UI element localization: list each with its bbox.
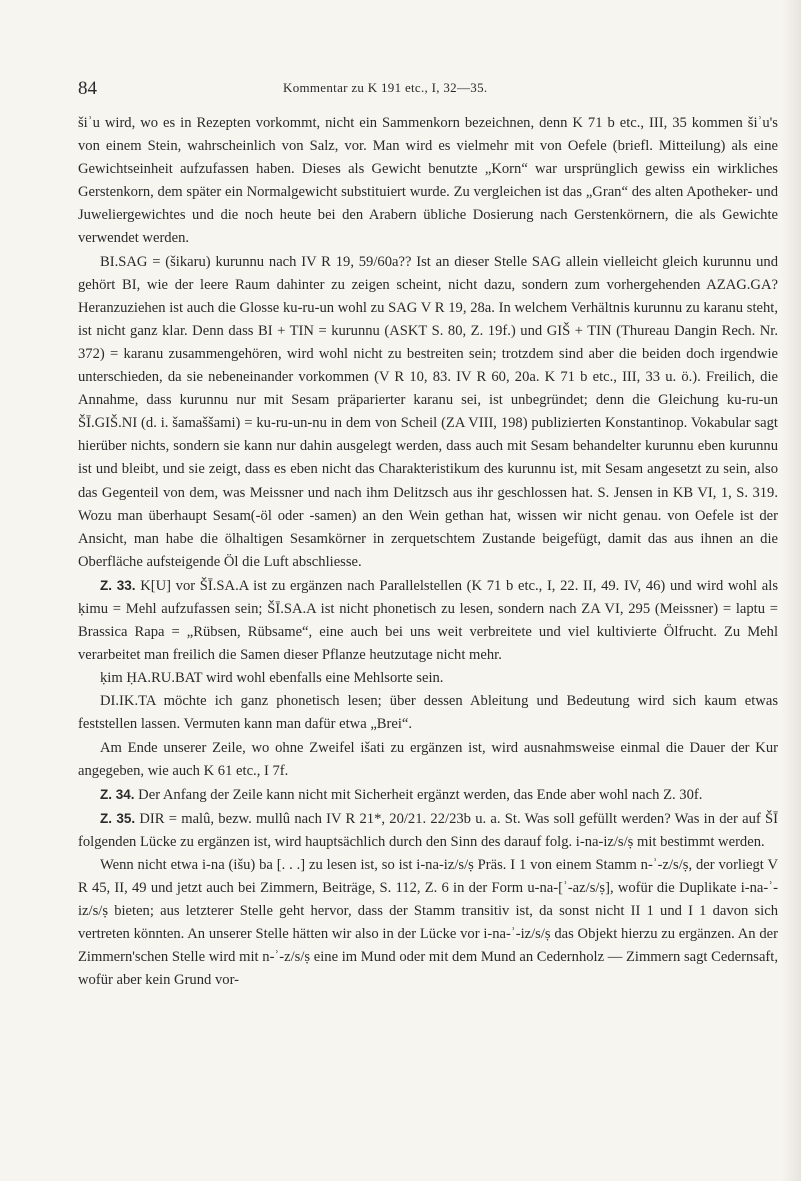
paragraph-kim: ḳim ḤA.RU.BAT wird wohl ebenfalls eine Mehlsorte sein.: [100, 670, 444, 687]
paragraph-isati: Am Ende unserer Zeile, wo ohne Zweifel išati zu ergänzen ist, wird ausnahmsweise einmal die Dauer der Kur angegeben, wie auch K 61 etc., I 7f.: [78, 739, 778, 779]
section-z34: [78, 783, 778, 807]
paragraph-ina: Wenn nicht etwa i-na (išu) ba [. . .] zu lesen ist, so ist i-na-iz/s/ṣ Präs. I 1 von einem Stamm n-ʾ-z/s/ṣ, der vorliegt V R 45, II, 49 und jetzt auch bei Zimmern, Beiträge, S. 112, Z. 6 in der Form u-na-[ʾ-az/s/ṣ], wofür die Duplikate i-na-ʾ-iz/s/ṣ bieten; aus letzterer Stelle geht hervor, dass der Stamm transitiv ist, da sonst nicht II 1 und I 1 davon sich vertreten könnten. An unserer Stelle hätten wir also in der Lücke vor i-na-ʾ-iz/s/ṣ das Objekt hierzu zu ergänzen. An der Zimmern'schen Stelle wird mit n-ʾ-z/s/ṣ eine im Mund oder mit dem Mund an Cedernholz — Zimmern sagt Cedernsaft, wofür aber kein Grund vor-: [78, 857, 778, 989]
section-text: Der Anfang der Zeile kann nicht mit Sicherheit ergänzt werden, das Ende aber wohl nach Z. 30f.: [138, 786, 703, 803]
section-z35: [78, 807, 778, 854]
section-text: DIR = malû, bezw. mullû nach IV R 21*, 20/21. 22/23b u. a. St. Was soll gefüllt werden? Was in der auf ŠĪ folgenden Lücke zu ergänzen ist, wird hauptsächlich durch den Sinn des darauf folg. i-na-iz/s/ṣ mit bestimmt werden.: [78, 810, 779, 850]
page-edge-shadow: [781, 0, 801, 1181]
running-title: Kommentar zu K 191 etc., I, 32—35.: [283, 80, 488, 95]
section-label: Z. 35.: [100, 810, 136, 826]
page-number: 84: [78, 78, 97, 99]
paragraph-dikta: DI.IK.TA möchte ich ganz phonetisch lesen; über dessen Ableitung und Bedeutung wird sich kaum etwas feststellen lassen. Vermuten kann man dafür etwa „Brei“.: [78, 693, 778, 733]
paragraph-bisag: BI.SAG = (šikaru) kurunnu nach IV R 19, 59/60a?? Ist an dieser Stelle SAG allein vielleicht gleich kurunnu und gehört BI, wie der leere Raum dahinter zu zeigen scheint, nicht dazu, sondern zum vorhergehenden AZAG.GA? Heranzuziehen ist auch die Glosse ku-ru-un wohl zu SAG V R 19, 28a. In welchem Verhältnis kurunnu zu karanu steht, ist nicht ganz klar. Denn dass BI + TIN = kurunnu (ASKT S. 80, Z. 19f.) und GIŠ + TIN (Thureau Dangin Rech. Nr. 372) = karanu zusammengehören, wird wohl nicht zu bestreiten sein; trotzdem sind aber die beiden doch irgendwie unterschieden, da sie nebeneinander vorkommen (V R 10, 83. IV R 60, 20a. K 71 b etc., III, 33 u. ö.). Freilich, die Annahme, dass kurunnu nur mit Sesam präparierter karanu sei, ist unbegründet; denn die Gleichung ku-ru-un ŠĪ.GIŠ.NI (d. i. šamaššami) = ku-ru-un-nu in dem von Scheil (ZA VIII, 198) publizierten Konstantinop. Vokabular sagt hierüber nichts, sondern sie kann nur dahin ausgelegt werden, dass auch mit Sesam behandelter kurunnu eben kurunnu ist und bleibt, und sie zeigt, dass es eben nicht das Charakteristikum des kurunnu ist, mit Sesam angesetzt zu sein, also das Gegenteil von dem, was Meissner und nach ihm Delitzsch aus ihr geschlossen hat. S. Jensen in KB VI, 1, S. 319. Wozu man überhaupt Sesam(-öl oder -samen) an den Wein gethan hat, wissen wir nicht genau. von Oefele ist der Ansicht, man habe die ölhaltigen Sesamkörner in zerquetschtem Zustande beigefügt, damit das aus ihnen an die Oberfläche aufsteigende Öl die Luft abschliesse.: [78, 253, 778, 570]
section-label: Z. 33.: [100, 577, 136, 593]
section-label: Z. 34.: [100, 786, 135, 802]
section-z33: [78, 574, 778, 667]
page-header: [78, 78, 778, 100]
body-text: [78, 112, 778, 993]
paragraph-siu: šiʾu wird, wo es in Rezepten vorkommt, nicht ein Sammenkorn bezeichnen, denn K 71 b etc., III, 35 kommen šiʾu's von einem Stein, wahrscheinlich von Salz, vor. Man wird es vielmehr mit von Oefele (briefl. Mitteilung) als eine Gewichtseinheit aufzufassen haben. Dieses als Gewicht benutzte „Korn“ war ursprünglich gewiss ein wirkliches Gerstenkorn, dem später ein Normalgewicht substituiert wurde. Zu vergleichen ist das „Gran“ des alten Apotheker- und Juweliergewichtes und die noch heute bei den Arabern übliche Dosierung nach Gerstenkörnern, die als Gewichte verwendet werden.: [78, 115, 778, 247]
section-text: K[U] vor ŠĪ.SA.A ist zu ergänzen nach Parallelstellen (K 71 b etc., I, 22. II, 49. IV, 46) und wird wohl als ḳimu = Mehl aufzufassen sein; ŠĪ.SA.A ist nicht phonetisch zu lesen, sondern nach ZA VI, 295 (Meissner) = laptu = Brassica Rapa = „Rübsen, Rübsame“, eine auch bei uns weit verbreitete und viel kultivierte Ölfrucht. Zu Mehl verarbeitet man freilich die Samen dieser Pflanze heutzutage nicht mehr.: [78, 577, 778, 664]
